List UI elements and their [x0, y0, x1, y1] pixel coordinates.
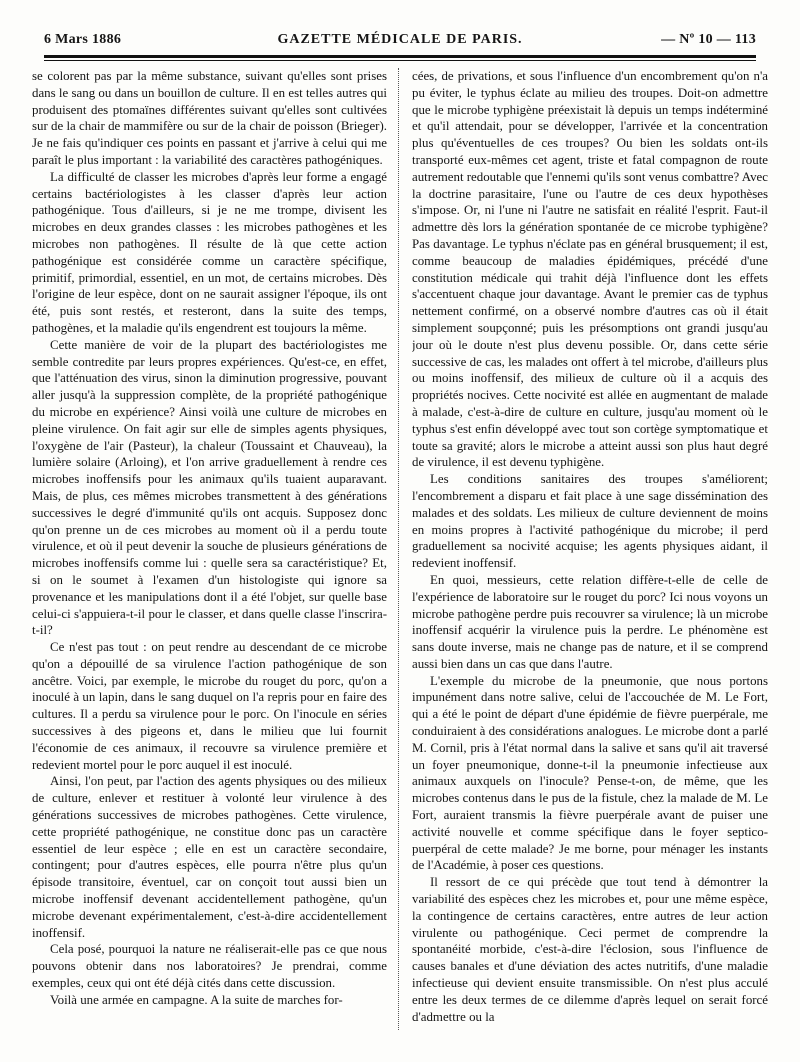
- paragraph: En quoi, messieurs, cette relation diffère-t-elle de celle de l'expérience de laboratoire sur le rouget du porc? Ici nous voyons un microbe pathogène perdre puis recouvrer sa virulence; là un microbe inoffensif acquérir la virulence puis la perdre. Le phénomène est sans doute inverse, mais ne change pas de nature, et il se comprend aussi bien dans un cas que dans l'autre.: [412, 572, 768, 671]
- header-page-number: — Nº 10 — 113: [661, 32, 756, 47]
- page-header: [44, 30, 756, 52]
- header-rule-thin: [44, 60, 756, 61]
- paragraph: Ce n'est pas tout : on peut rendre au descendant de ce microbe qu'on a dépouillé de sa virulence l'action pathogénique de son ancêtre. Voici, par exemple, le microbe du rouget du porc, qu'on a inoculé à un lapin, dans le sang duquel on l'a repris pour en faire des cultures. Il a perdu sa virulence pour le porc. On l'inocule en séries successives à des pigeons et, dans le milieu que lui fournit l'économie de ces animaux, il recouvre sa virulence première et redevient mortel pour le porc auquel il est inoculé.: [32, 640, 387, 772]
- paragraph: Voilà une armée en campagne. A la suite de marches for-: [50, 992, 343, 1007]
- paragraph: se colorent pas par la même substance, suivant qu'elles sont prises dans le sang ou dans un bouillon de culture. Il en est telles autres qui produisent des ptomaïnes différentes suivant qu'elles sont cultivées sur de la chair de mammifère ou sur de la chair de poisson (Brieger). Je ne fais qu'indiquer ces points en passant et j'arrive à celui qui me paraît le plus important : la variabilité des caractères pathogéniques.: [32, 69, 387, 167]
- column-separator: [398, 68, 399, 1030]
- paragraph: cées, de privations, et sous l'influence d'un encombrement qu'on n'a pu éviter, le typhus éclate au milieu des troupes. Doit-on admettre que le microbe typhigène préexistait là depuis un temps indéterminé et qu'il attendait, pour se développer, l'arrivée et la concentration plus qu'éventuelles de ces troupes? Ou bien les soldats ont-ils transporté eux-mêmes cet agent, triste et fatal compagnon de route autrement redoutable que l'ennemi qu'ils sont venus combattre? Avec la doctrine parasitaire, l'une ou l'autre de ces deux hypothèses s'impose. Or, ni l'une ni l'autre ne satisfait en réalité l'esprit. Faut-il admettre dès lors la génération spontanée de ce microbe typhigène? Pas davantage. Le typhus n'éclate pas en général brusquement; il est, comme beaucoup de maladies épidémiques, précédé d'une constitution médicale qui trahit déjà l'influence dont les effets s'accentuent chaque jour davantage. Avant le premier cas de typhus nettement confirmé, on a observé nombre d'autres cas où il était simplement soupçonné; puis les présomptions ont grandi jusqu'au jour où le doute n'est plus devenu possible. Or, dans cette série successive de cas, les malades ont offert à tel microbe, d'ailleurs plus ou moins inoffensif, des milieux de culture où il a acquis des propriétés nocives. Cette nocivité est allée en augmentant de malade à malade, c'est-à-dire de culture en culture, jusqu'au moment où le typhus s'est enfin développé avec tout son cortège symptomatique et toute sa gravité; alors le microbe a atteint aussi son plus haut degré de virulence, il est devenu typhigène.: [412, 69, 768, 470]
- right-column: [412, 68, 768, 1048]
- header-title: GAZETTE MÉDICALE DE PARIS.: [277, 32, 523, 47]
- paragraph: Les conditions sanitaires des troupes s'améliorent; l'encombrement a disparu et fait place à une sage dissémination des malades et des soldats. Les milieux de culture deviennent de moins en moins propres à l'activité pathogénique du microbe; il perd graduellement sa nocivité acquise; les agents physiques aidant, il redevient inoffensif.: [412, 472, 768, 571]
- paragraph: La difficulté de classer les microbes d'après leur forme a engagé certains bactériologistes à les classer d'après leur action pathogénique. Tous d'ailleurs, si je ne me trompe, divisent les microbes en deux grandes classes : les microbes pathogènes et les microbes non pathogènes. Il résulte de là que cette action pathogénique est considérée comme un caractère spécifique, primitif, primordial, essentiel, en un mot, de certains microbes. Dès l'origine de leur espèce, dont on ne saurait assigner l'époque, ils ont été, puis sont restés, et resteront, dans la suite des temps, pathogènes, et la maladie qu'ils engendrent est toujours la même.: [32, 169, 387, 335]
- paragraph: Cette manière de voir de la plupart des bactériologistes me semble contredite par leurs propres expériences. Qu'est-ce, en effet, que l'atténuation des virus, sinon la diminution progressive, pouvant aller jusqu'à la suppression complète, de la propriété pathogénique du microbe en expérience? Ainsi voilà une culture de microbes en pleine virulence. On fait agir sur elle de simples agents physiques, l'oxygène de l'air (Pasteur), la chaleur (Toussaint et Chauveau), la lumière solaire (Arloing), et l'on arrive graduellement à rendre ces microbes inoffensifs pour les animaux qu'ils tuaient auparavant. Mais, de plus, ces mêmes microbes transmettent à des générations successives le degré d'immunité qu'ils ont acquis. Supposez donc qu'on prenne un de ces microbes au moment où il a perdu toute virulence, et où il peut devenir la souche de plusieurs générations de microbes inoffensifs comme lui : quelle sera sa caractéristique? Et, si on le soumet à l'examen d'un histologiste qui ignore sa provenance et les manipulations dont il a été l'objet, sur quelle base celui-ci s'appuiera-t-il pour le classer, et dans quelle classe l'inscrira-t-il?: [32, 337, 387, 638]
- header-rule-thick: [44, 55, 756, 58]
- left-column: [32, 68, 387, 1048]
- paragraph: Ainsi, l'on peut, par l'action des agents physiques ou des milieux de culture, enlever et restituer à volonté leur virulence à des générations successives de microbes pathogènes. Cette virulence, cette propriété pathogénique, ne constitue donc pas un caractère essentiel de leur espèce ; elle en est un caractère secondaire, contingent; pour d'autres espèces, elle pourra n'être plus qu'un épisode transitoire, éventuel, car on conçoit tout aussi bien un microbe inoffensif devenant accidentellement pathogène, qu'un microbe devenant expérimentalement, c'est-à-dire accidentellement inoffensif.: [32, 774, 387, 940]
- paragraph: L'exemple du microbe de la pneumonie, que nous portons impunément dans notre salive, celui de l'accouchée de M. Le Fort, qui a été le point de départ d'une épidémie de fièvre puerpérale, me conduiraient à des considérations analogues. Le microbe dont a parlé M. Cornil, pris à l'état normal dans la salive et sans qu'il ait traversé un foyer pneumonique, donne-t-il la pneumonie infectieuse aux animaux auxquels on l'inocule? Pense-t-on, de même, que les microbes contenus dans le pus de la fistule, chez la malade de M. Le Fort, auraient transmis la fièvre puerpérale avant de puiser une activité nouvelle et comme spécifique dans le foyer septico-puerpéral de cette malade? Je me borne, pour ménager les instants de l'Académie, à poser ces questions.: [412, 673, 768, 873]
- paragraph: Il ressort de ce qui précède que tout tend à démontrer la variabilité des espèces chez les microbes et, pour une même espèce, la contingence de certains caractères, entre autres de leur action virulente ou pathogénique. Ceci permet de comprendre la spontanéité morbide, c'est-à-dire l'éclosion, sous l'influence de causes banales et d'une déviation des actes nutritifs, d'une maladie infectieuse qui devient ensuite transmissible. On n'est plus acculé entre les deux termes de ce dilemme d'après lequel on serait forcé d'admettre ou la: [412, 875, 768, 1024]
- header-date: 6 Mars 1886: [44, 32, 122, 47]
- paragraph: Cela posé, pourquoi la nature ne réaliserait-elle pas ce que nous pouvons obtenir dans nos laboratoires? Je prendrai, comme exemples, ceux qui ont été déjà cités dans cette discussion.: [32, 942, 387, 991]
